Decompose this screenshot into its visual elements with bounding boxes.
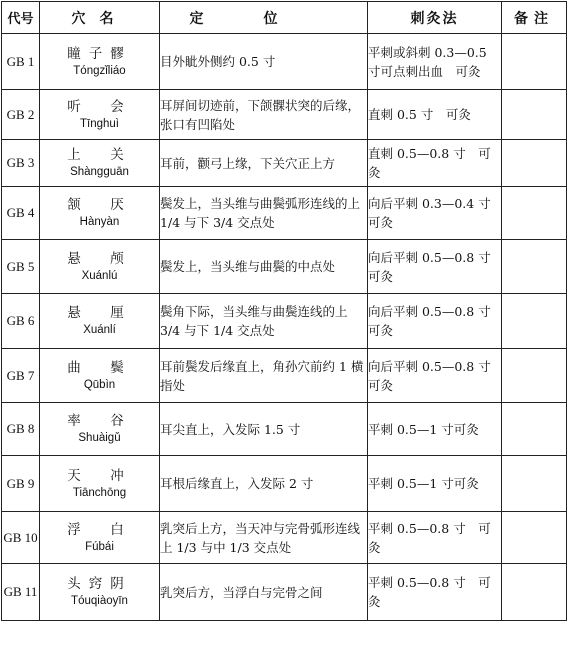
point-code: GB 5 [2, 240, 40, 294]
point-technique: 平刺 0.5—1 寸可灸 [368, 456, 502, 512]
table-body [2, 34, 567, 621]
point-name: 上 关 [67, 147, 132, 163]
point-name-cell [40, 564, 160, 621]
acupoint-table [1, 1, 567, 621]
table-header-row [2, 2, 567, 34]
table-row [2, 294, 567, 349]
point-technique: 向后平刺 0.5—0.8 寸 可灸 [368, 240, 502, 294]
header-location: 定位 [160, 2, 368, 34]
point-notes [502, 403, 567, 456]
point-name: 率 谷 [67, 413, 132, 429]
point-location: 耳屏间切迹前，下颌髁状突的后缘，张口有凹陷处 [160, 90, 368, 140]
point-technique: 平刺 0.5—1 寸可灸 [368, 403, 502, 456]
point-location: 乳突后方，当浮白与完骨之间 [160, 564, 368, 621]
point-name-cell [40, 294, 160, 349]
point-pinyin: Tīnghuì [80, 117, 119, 130]
point-technique: 平刺 0.5—0.8 寸 可灸 [368, 512, 502, 564]
point-technique: 直刺 0.5 寸 可灸 [368, 90, 502, 140]
point-technique: 向后平刺 0.3—0.4 寸 可灸 [368, 187, 502, 240]
point-pinyin: Shàngguān [70, 166, 129, 178]
point-code: GB 9 [2, 456, 40, 512]
table-row [2, 90, 567, 140]
point-location: 鬓发上，当头维与曲鬓的中点处 [160, 240, 368, 294]
point-code: GB 8 [2, 403, 40, 456]
point-name: 悬 颅 [67, 250, 132, 267]
point-notes [502, 564, 567, 621]
point-name-cell [40, 456, 160, 512]
table-row [2, 564, 567, 621]
point-pinyin: Fúbái [85, 540, 114, 553]
point-name-cell [40, 140, 160, 187]
point-code: GB 3 [2, 140, 40, 187]
point-notes [502, 90, 567, 140]
table-row [2, 403, 567, 456]
point-location: 耳前，颧弓上缘，下关穴正上方 [160, 140, 368, 187]
point-name-cell [40, 512, 160, 564]
table-row [2, 140, 567, 187]
header-notes: 备注 [502, 2, 567, 34]
point-code: GB 6 [2, 294, 40, 349]
point-location: 鬓发上，当头维与曲鬓弧形连线的上 1/4 与下 3/4 交点处 [160, 187, 368, 240]
point-notes [502, 456, 567, 512]
point-notes [502, 512, 567, 564]
point-notes [502, 349, 567, 403]
point-name: 瞳子髎 [67, 45, 132, 62]
point-pinyin: Tóngzǐliáo [73, 64, 126, 77]
point-pinyin: Xuánlí [83, 324, 116, 336]
point-location: 目外眦外侧约 0.5 寸 [160, 34, 368, 90]
point-name-cell [40, 34, 160, 90]
point-pinyin: Qūbìn [83, 378, 116, 391]
point-notes [502, 140, 567, 187]
point-code: GB 7 [2, 349, 40, 403]
point-name: 曲 鬓 [67, 359, 132, 376]
point-name: 颔 厌 [67, 197, 132, 213]
point-name: 听 会 [67, 98, 132, 115]
header-code: 代号 [2, 2, 40, 34]
point-pinyin: Tóuqiàoyīn [71, 595, 128, 607]
point-technique: 向后平刺 0.5—0.8 寸 可灸 [368, 349, 502, 403]
point-name-cell [40, 403, 160, 456]
table-row [2, 240, 567, 294]
point-name: 天 冲 [67, 467, 132, 484]
point-name: 悬 厘 [67, 305, 132, 321]
point-pinyin: Hànyàn [79, 216, 120, 228]
point-location: 耳前鬓发后缘直上，角孙穴前约 1 横指处 [160, 349, 368, 403]
table-row [2, 512, 567, 564]
point-name-cell [40, 240, 160, 294]
header-name: 穴名 [40, 2, 160, 34]
point-technique: 平刺或斜刺 0.3—0.5 寸可点刺出血 可灸 [368, 34, 502, 90]
point-notes [502, 294, 567, 349]
point-notes [502, 240, 567, 294]
header-technique: 刺灸法 [368, 2, 502, 34]
point-location: 耳尖直上，入发际 1.5 寸 [160, 403, 368, 456]
point-location: 乳突后上方，当天冲与完骨弧形连线上 1/3 与中 1/3 交点处 [160, 512, 368, 564]
table-row [2, 349, 567, 403]
point-code: GB 2 [2, 90, 40, 140]
point-code: GB 1 [2, 34, 40, 90]
point-technique: 平刺 0.5—0.8 寸 可灸 [368, 564, 502, 621]
table-row [2, 34, 567, 90]
point-pinyin: Shuàigǔ [78, 432, 121, 444]
point-name-cell [40, 90, 160, 140]
point-notes [502, 34, 567, 90]
point-name: 头窍阴 [67, 576, 132, 592]
point-location: 鬓角下际，当头维与曲鬓连线的上 3/4 与下 1/4 交点处 [160, 294, 368, 349]
point-name-cell [40, 187, 160, 240]
point-pinyin: Xuánlú [81, 269, 118, 282]
point-notes [502, 187, 567, 240]
point-code: GB 4 [2, 187, 40, 240]
point-location: 耳根后缘直上，入发际 2 寸 [160, 456, 368, 512]
point-code: GB 10 [2, 512, 40, 564]
point-code: GB 11 [2, 564, 40, 621]
point-technique: 向后平刺 0.5—0.8 寸 可灸 [368, 294, 502, 349]
point-pinyin: Tiānchōng [72, 486, 127, 499]
table-row [2, 456, 567, 512]
point-name: 浮 白 [67, 521, 132, 538]
point-name-cell [40, 349, 160, 403]
table-row [2, 187, 567, 240]
point-technique: 直刺 0.5—0.8 寸 可灸 [368, 140, 502, 187]
